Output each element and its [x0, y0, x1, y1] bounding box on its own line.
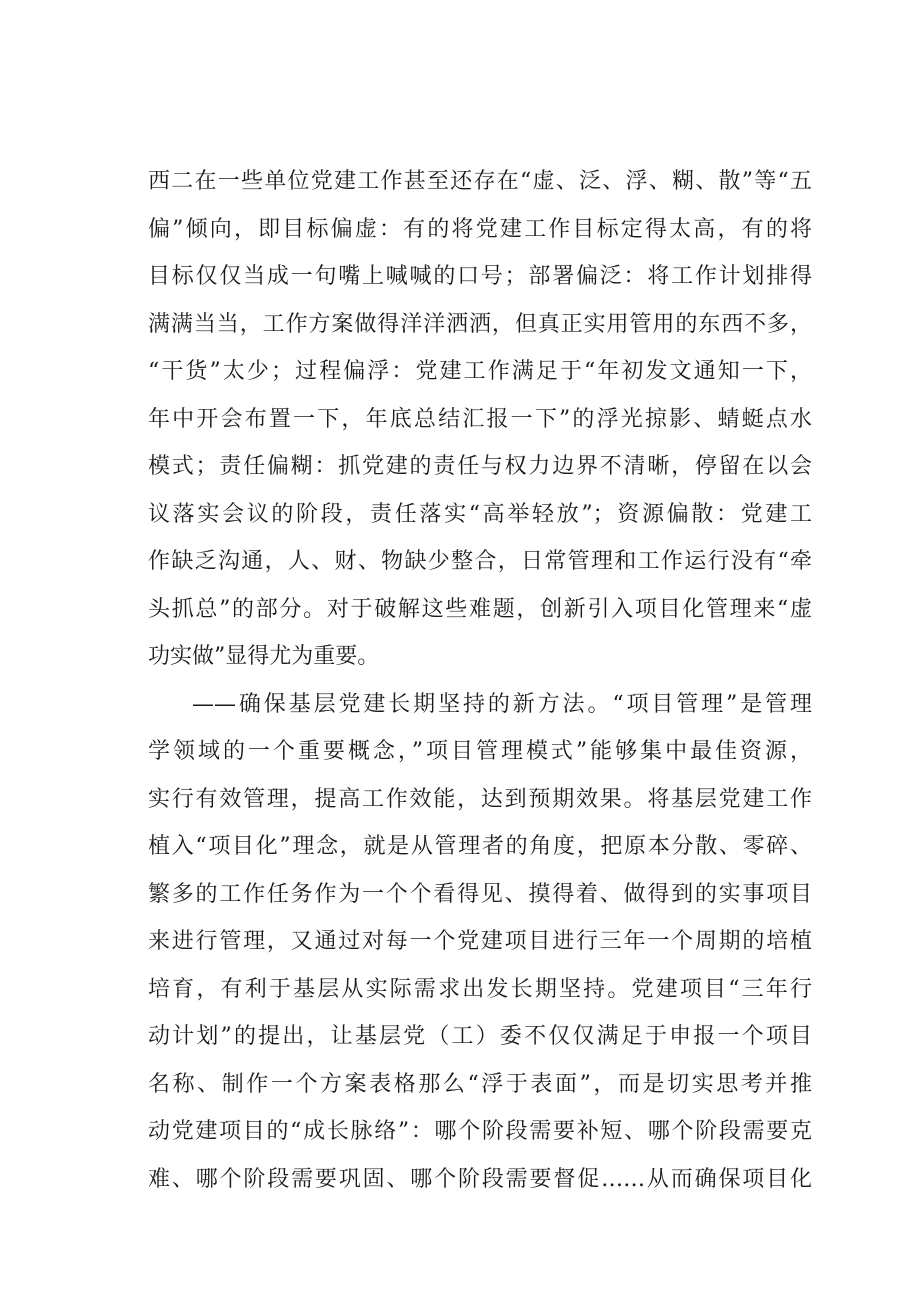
- text-line: 名称、制作一个方案表格那么“浮于表面”，而是切实思考并推: [148, 1071, 812, 1097]
- text-line: 来进行管理，又通过对每一个党建项目进行三年一个周期的培植: [148, 929, 812, 954]
- text-line: 年中开会布置一下，年底总结汇报一下”的浮光掠影、蜻蜓点水: [148, 406, 812, 432]
- text-line: 实行有效管理，提高工作效能，达到预期效果。将基层党建工作: [148, 786, 812, 812]
- text-line: 目标仅仅当成一句嘴上喊喊的口号；部署偏泛：将工作计划排得: [148, 264, 812, 289]
- text-line: 植入“项目化”理念，就是从管理者的角度，把原本分散、零碎、: [148, 834, 812, 859]
- text-line: 繁多的工作任务作为一个个看得见、摸得着、做得到的实事项目: [148, 881, 812, 907]
- body-text: [148, 158, 812, 1203]
- text-line: 学领域的一个重要概念，”项目管理模式”能够集中最佳资源，: [148, 739, 812, 764]
- text-line: 偏”倾向，即目标偏虚：有的将党建工作目标定得太高，有的将: [148, 216, 812, 242]
- text-line: 头抓总”的部分。对于破解这些难题，创新引入项目化管理来“虚: [148, 596, 812, 622]
- text-line: “干货”太少；过程偏浮：党建工作满足于“年初发文通知一下，: [148, 359, 812, 384]
- paragraph-1: [148, 158, 812, 681]
- text-line: 议落实会议的阶段，责任落实“高举轻放”；资源偏散：党建工: [148, 501, 812, 527]
- text-line: 培育，有利于基层从实际需求出发长期坚持。党建项目“三年行: [148, 976, 812, 1002]
- text-line: 西二在一些单位党建工作甚至还存在“虚、泛、浮、糊、散”等“五: [148, 169, 812, 194]
- text-line: 满满当当，工作方案做得洋洋洒洒，但真正实用管用的东西不多，: [148, 311, 812, 337]
- paragraph-2: [148, 681, 812, 1204]
- text-line: 模式；责任偏糊：抓党建的责任与权力边界不清晰，停留在以会: [148, 454, 812, 479]
- text-line: 作缺乏沟通，人、财、物缺少整合，日常管理和工作运行没有“牵: [148, 549, 812, 574]
- text-line: ——确保基层党建长期坚持的新方法。“项目管理”是管理: [192, 691, 812, 717]
- text-line: 难、哪个阶段需要巩固、哪个阶段需要督促……从而确保项目化: [148, 1166, 812, 1192]
- text-line: 动党建项目的“成长脉络”：哪个阶段需要补短、哪个阶段需要克: [148, 1119, 812, 1144]
- text-line: 动计划”的提出，让基层党（工）委不仅仅满足于申报一个项目: [148, 1024, 812, 1049]
- text-line: 功实做”显得尤为重要。: [148, 644, 380, 669]
